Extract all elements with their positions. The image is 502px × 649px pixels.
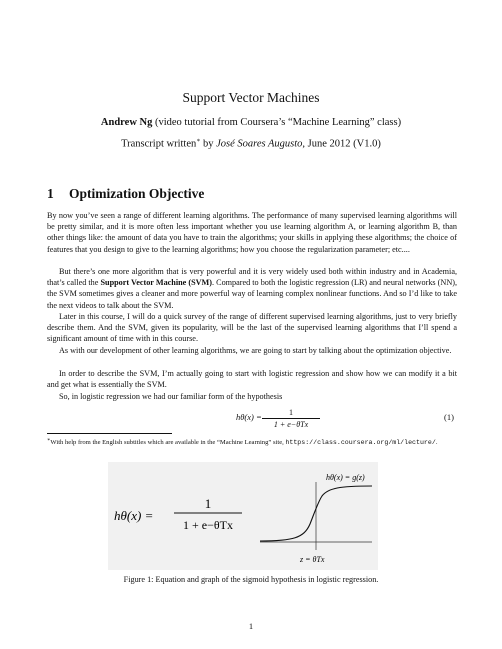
transcriber-name: José Soares Augusto (216, 138, 303, 150)
paragraph-2-after: . Compared to both the logistic regression (LR) and neural networks (NN), the SVM sometimes gives a cleaner and more powerful way of learning complex nonlinear functions. And so I’d like to take the next videos to talk about the SVM. (47, 278, 458, 310)
author-name: Andrew Ng (100, 117, 153, 128)
transcript-line (0, 137, 502, 150)
sigmoid-figure-svg (108, 462, 378, 570)
transcript-footnote-marker: ∗ (196, 138, 201, 144)
paragraph-2-before: But there’s one more algorithm that is very powerful and it is very widely used both within industry and in Academia, that’s called the (47, 267, 457, 288)
figure-formula-lhs: hθ(x) = (114, 508, 154, 523)
footnote-rule (47, 433, 172, 434)
footnote-marker: ∗ (47, 438, 51, 443)
equation-denominator: 1 + e−θTx (273, 420, 309, 429)
equation-numerator: 1 (262, 408, 320, 419)
paragraph-4 (47, 345, 457, 356)
paragraph-6-text: So, in logistic regression we had our familiar form of the hypothesis (59, 392, 283, 401)
figure-formula-numerator: 1 (204, 496, 212, 511)
svm-term: Support Vector Machine (SVM) (100, 278, 213, 288)
author-line (0, 117, 502, 128)
paragraph-3-text: Later in this course, I will do a quick survey of the range of different supervised learning algorithms, just to very briefly describe them. And the SVM, given its popularity, will be the last of the supervised learning algorithms that I’ll spend a significant amount of time with in this course. (47, 312, 457, 344)
footnote-end: . (435, 439, 438, 447)
footnote (47, 436, 457, 447)
figure-curve-label: hθ(x) = g(z) (326, 473, 365, 482)
equation-lhs: hθ(x) = (236, 412, 262, 422)
page-number: 1 (248, 621, 254, 631)
paragraph-5-text: In order to describe the SVM, I’m actually going to start with logistic regression and show how we can modify it a bit and get what is essentially the SVM. (47, 369, 457, 390)
footnote-text: With help from the English subtitles which are available in the “Machine Learning” site, (50, 439, 284, 447)
section-heading (47, 186, 204, 202)
transcript-date: , June 2012 (V1.0) (302, 138, 381, 150)
paragraph-5 (47, 368, 457, 390)
figure-axis-label: z = θTx (300, 555, 325, 564)
paragraph-2 (47, 266, 457, 311)
equation-1 (0, 408, 502, 430)
paragraph-4-text: As with our development of other learning algorithms, we are going to start by talking about the optimization objective. (59, 346, 452, 355)
equation-number: (1) (444, 412, 454, 422)
figure-formula-denominator: 1 + e−θTx (183, 518, 233, 532)
transcript-by: by (200, 138, 217, 150)
footnote-url[interactable]: https://class.coursera.org/ml/lecture/ (285, 439, 436, 447)
transcript-prefix: Transcript written (121, 138, 197, 150)
document-title: Support Vector Machines (182, 90, 320, 105)
paragraph-1: By now you’ve seen a range of different learning algorithms. The performance of many supervised learning algorithms will be pretty similar, and it is more often less important whether you use learning algorithm A, or learning algorithm B, than other things like: the amount of data you have to train the algorithms; your skills in applying these algorithms; the choice of features that you design to give to the learning algorithms; how you choose the regularization parameter; etc.... (47, 211, 457, 254)
author-note: (video tutorial from Coursera’s “Machine Learning” class) (154, 117, 402, 128)
figure-caption: Figure 1: Equation and graph of the sigmoid hypothesis in logistic regression. (123, 575, 379, 584)
section-title: Optimization Objective (69, 186, 205, 201)
section-number: 1 (47, 186, 54, 201)
equation-fraction (262, 408, 320, 430)
paragraph-6 (47, 391, 457, 402)
paragraph-3 (47, 311, 457, 345)
sigmoid-figure (108, 462, 378, 570)
